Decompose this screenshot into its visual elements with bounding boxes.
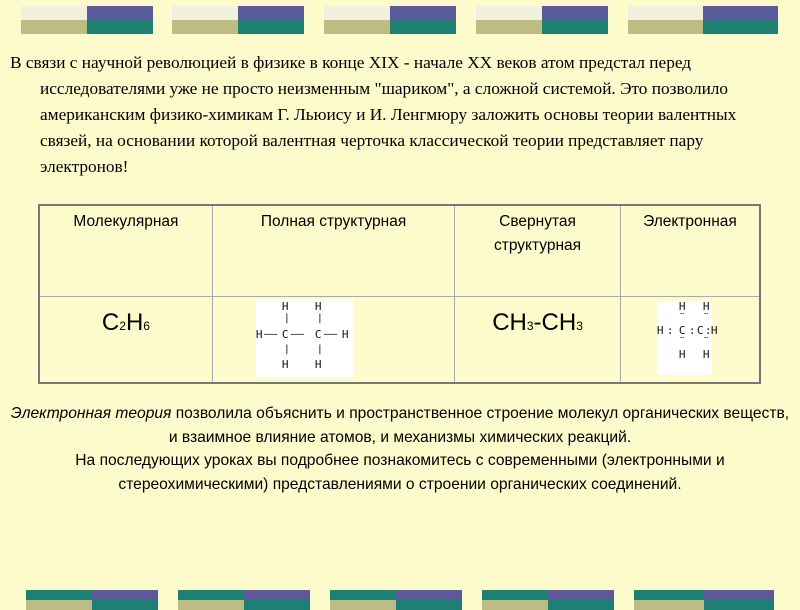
decorative-stripe-block xyxy=(178,590,310,610)
decorative-stripe-block xyxy=(172,6,304,34)
full-structural-formula: H H | | H —— C —— C —— H | | H H xyxy=(256,299,354,377)
header-molecular: Молекулярная xyxy=(39,205,212,297)
conclusion-sentence-2: На последующих уроках вы подробнее познакомитесь с современными (электронными и стереохимическими) представлениями о строении органических соединений. xyxy=(75,452,725,493)
full-structural-cell xyxy=(212,297,454,384)
formula-table xyxy=(38,204,761,384)
header-full-structural: Полная структурная xyxy=(212,205,454,297)
header-electronic: Электронная xyxy=(620,205,760,297)
decorative-stripe-block xyxy=(628,6,778,34)
header-condensed-structural: Свернутая структурная xyxy=(455,205,621,297)
molecular-formula: C2H6 xyxy=(101,309,150,336)
table-row xyxy=(39,297,760,384)
molecular-formula-cell xyxy=(39,297,212,384)
electronic-formula: H H ¨ ¨ H : C : C : H ¨ ¨ H H xyxy=(657,301,712,375)
conclusion-text xyxy=(6,402,794,496)
decorative-stripe-block xyxy=(482,590,614,610)
electronic-theory-term: Электронная теория xyxy=(10,405,172,422)
intro-paragraph: В связи с научной революцией в физике в конце XIX - начале XX веков атом предстал перед исследователями уже не просто неизменным "шариком", а сложной системой. Это позволило американским физико-химикам Г. Льюису и И. Ленгмюру заложить основы теории валентных связей, на основании которой валентная черточка классической теории представляет пару электронов! xyxy=(10,53,737,176)
decorative-stripe-block xyxy=(330,590,462,610)
condensed-formula-cell xyxy=(455,297,621,384)
decorative-stripe-block xyxy=(324,6,456,34)
conclusion-sentence-1: позволила объяснить и пространственное строение молекул органических веществ, и взаимное влияние атомов, и механизмы химических реакций. xyxy=(168,405,790,446)
decorative-stripe-block xyxy=(634,590,774,610)
decorative-stripe-block xyxy=(21,6,153,34)
decorative-stripe-block xyxy=(26,590,158,610)
table-header-row xyxy=(39,205,760,297)
electronic-formula-cell xyxy=(620,297,760,384)
decorative-stripe-block xyxy=(476,6,608,34)
condensed-formula: CH3-CH3 xyxy=(492,309,583,336)
